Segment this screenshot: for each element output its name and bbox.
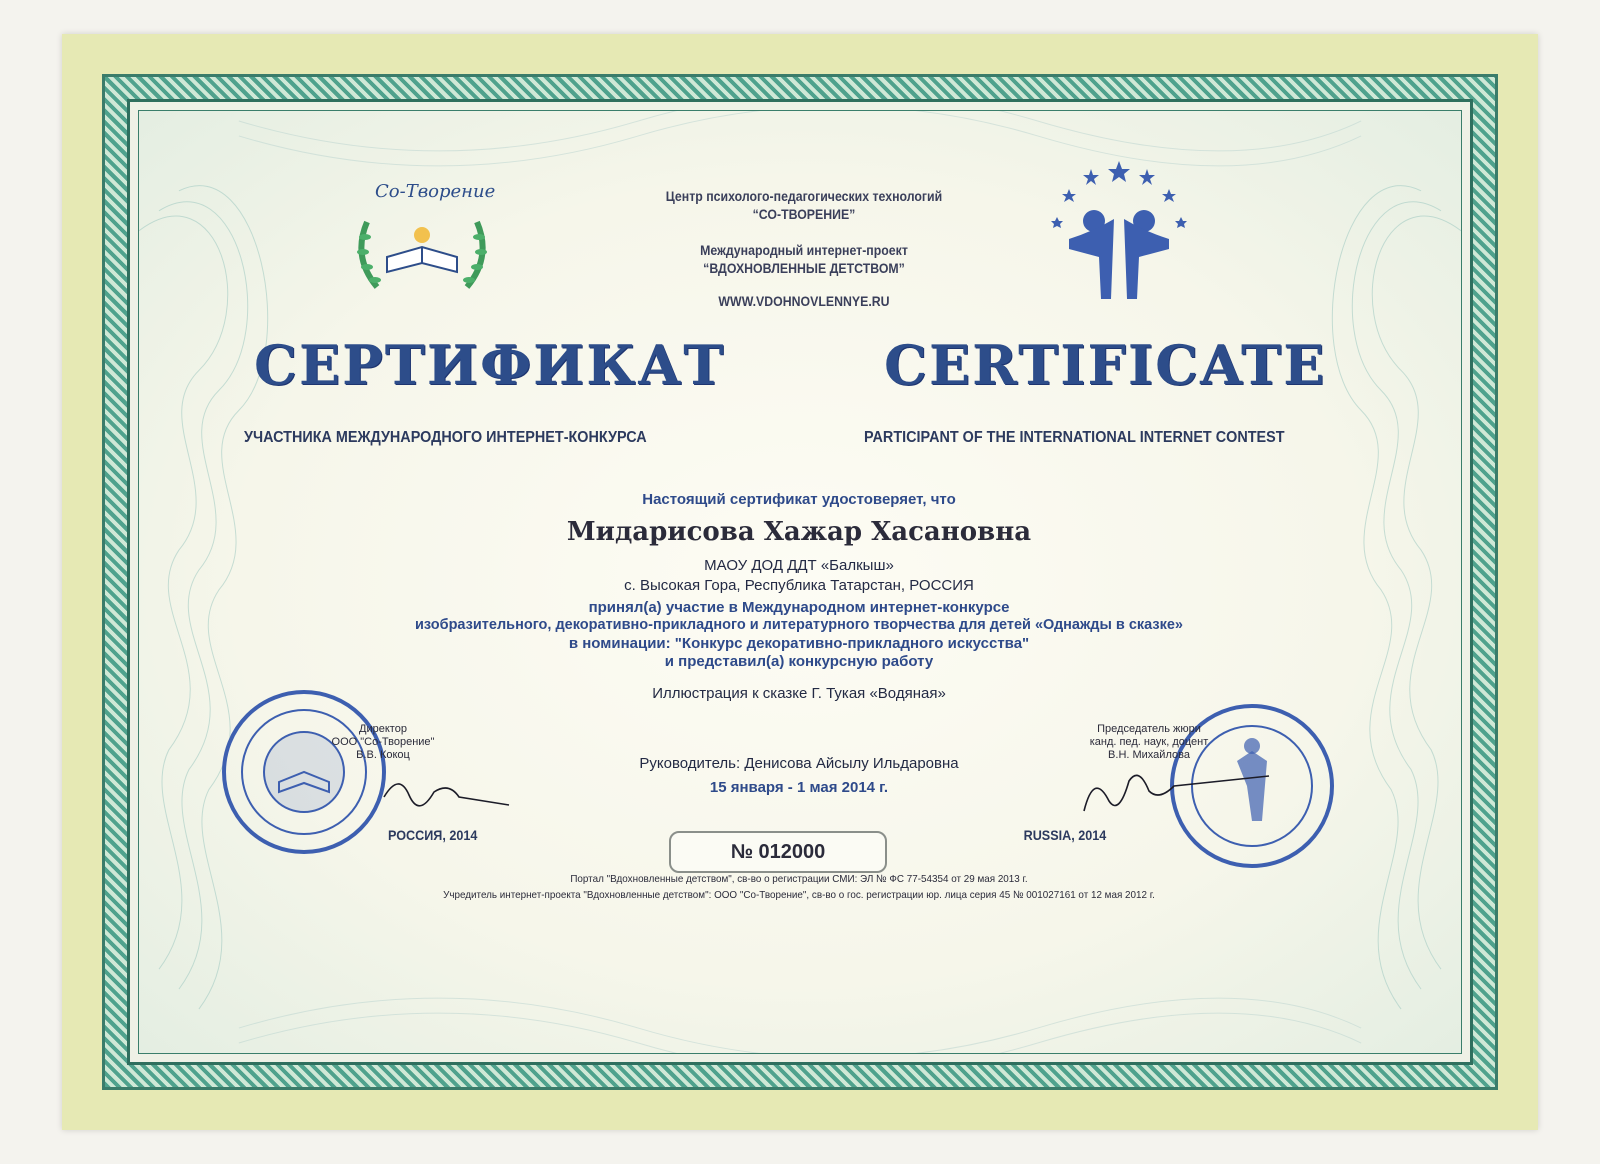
- right-place-year: RUSSIA, 2014: [1023, 827, 1107, 843]
- middle-frame: [127, 99, 1473, 1065]
- nomination-line: в номинации: "Конкурс декоративно-прикладного искусства": [568, 635, 1030, 652]
- project-name: [606, 241, 1002, 277]
- subtitle-english: PARTICIPANT OF THE INTERNATIONAL INTERNET CONTEST: [864, 429, 1285, 446]
- stars-children-logo-icon: [1039, 159, 1199, 309]
- school-location: с. Высокая Гора, Республика Татарстан, РОССИЯ: [624, 577, 974, 594]
- left-place-year: РОССИЯ, 2014: [387, 827, 478, 843]
- website-url: WWW.VDOHNOVLENNYE.RU: [718, 293, 890, 309]
- right-signatory-name: В.Н. Михайлова: [1108, 749, 1190, 761]
- title-english: CERTIFICATE: [884, 333, 1327, 397]
- school-name: МАОУ ДОД ДДТ «Балкыш»: [704, 557, 894, 574]
- project-line-1: Международный интернет-проект: [700, 242, 908, 258]
- contest-line: изобразительного, декоративно-прикладного и литературного творчества для детей «Однажды в сказке»: [415, 617, 1183, 633]
- left-signatory-title: Директор: [359, 723, 407, 735]
- right-signatory-degree: канд. пед. наук, доцент: [1089, 736, 1209, 748]
- right-signatory: [1069, 723, 1229, 762]
- participant-name: Мидарисова Хажар Хасановна: [566, 517, 1032, 547]
- org-line-2: “СО-ТВОРЕНИЕ”: [752, 206, 856, 222]
- left-signatory: [313, 723, 453, 762]
- left-signatory-name: В.В. Кокоц: [356, 749, 410, 761]
- certifies-line: Настоящий сертификат удостоверяет, что: [642, 491, 956, 508]
- project-line-2: “ВДОХНОВЛЕННЫЕ ДЕТСТВОМ”: [703, 260, 905, 276]
- certificate-content: [139, 111, 1462, 1054]
- left-signature: [379, 767, 519, 817]
- participation-line: принял(а) участие в Международном интернет-конкурсе: [588, 599, 1010, 616]
- supervisor-line: Руководитель: Денисова Айсылу Ильдаровна: [639, 755, 959, 772]
- right-signature: [1079, 761, 1279, 821]
- subtitle-russian: УЧАСТНИКА МЕЖДУНАРОДНОГО ИНТЕРНЕТ-КОНКУРСА: [244, 429, 647, 446]
- presented-line: и представил(а) конкурсную работу: [664, 653, 934, 670]
- footer-founder-line: Учредитель интернет-проекта "Вдохновленные детством": ООО "Со-Творение", св-во о гос. регистрации юр. лица серия 45 № 001027161 от 12 мая 2012 г.: [443, 889, 1155, 901]
- certificate-number: № 012000: [669, 831, 887, 873]
- outer-pattern-frame: [102, 74, 1498, 1090]
- right-signatory-title: Председатель жюри: [1097, 723, 1201, 735]
- left-signatory-org: ООО "Со-Творение": [331, 736, 435, 748]
- logo-script-text: Со-Творение: [375, 181, 496, 202]
- contest-dates: 15 января - 1 мая 2014 г.: [709, 779, 889, 796]
- footer-registration-line: Портал "Вдохновленные детством", св-во о регистрации СМИ: ЭЛ № ФС 77-54354 от 29 мая 2013 г.: [570, 873, 1028, 885]
- work-title: Иллюстрация к сказке Г. Тукая «Водяная»: [652, 685, 946, 702]
- title-russian: СЕРТИФИКАТ: [254, 333, 726, 397]
- org-line-1: Центр психолого-педагогических технологий: [665, 188, 943, 204]
- certificate-body: [138, 110, 1462, 1054]
- organization-name: [606, 187, 1002, 223]
- left-stamp-seal: [219, 687, 389, 857]
- certificate-sheet: [62, 34, 1538, 1130]
